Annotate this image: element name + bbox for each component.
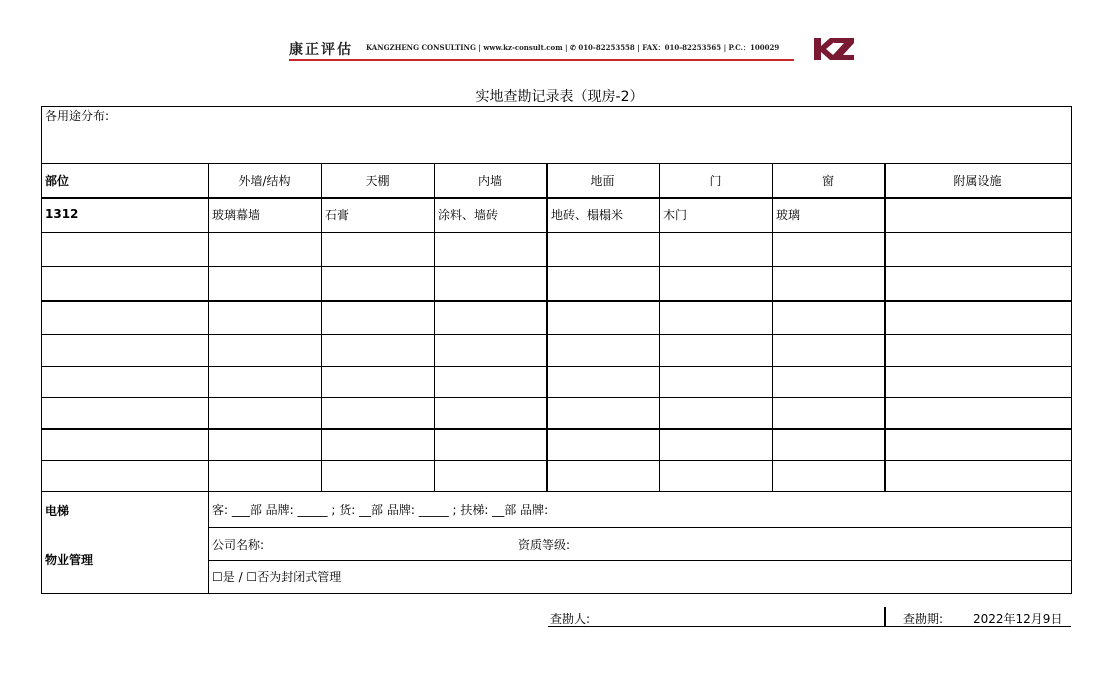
grid-line — [1071, 106, 1072, 594]
table-cell-exterior-wall: 玻璃幕墙 — [212, 208, 261, 222]
col-header-exterior-wall: 外墙/结构 — [238, 174, 291, 188]
grid-line — [41, 397, 1072, 398]
header-banner — [289, 37, 794, 61]
grid-line — [41, 334, 1072, 335]
closed-management-checkbox-text: ☐是 / ☐否为封闭式管理 — [212, 570, 342, 584]
grid-line — [41, 266, 1072, 267]
inspection-date-label: 查勘期: — [903, 612, 944, 626]
inspection-date-value: 2022年12月9日 — [973, 612, 1063, 626]
col-header-location: 部位 — [45, 174, 70, 188]
inspection-table — [41, 106, 1072, 594]
table-cell-ceiling: 石膏 — [325, 208, 350, 222]
grid-line — [41, 232, 1072, 233]
elevator-details: 客: ___部 品牌: _____ ; 货: __部 品牌: _____ ; 扶梯: __部 品牌: — [212, 503, 549, 517]
grid-line — [41, 366, 1072, 367]
col-header-floor: 地面 — [590, 174, 615, 188]
property-management-label: 物业管理 — [45, 553, 94, 567]
qualification-label: 资质等级: — [518, 538, 571, 552]
grid-line — [208, 527, 1072, 528]
table-cell-door: 木门 — [663, 208, 688, 222]
grid-line — [41, 491, 1072, 492]
col-header-window: 窗 — [821, 174, 834, 188]
usage-distribution-label: 各用途分布: — [45, 109, 110, 123]
col-header-interior-wall: 内墙 — [477, 174, 502, 188]
grid-line — [208, 163, 209, 594]
grid-line — [434, 163, 435, 491]
grid-line — [41, 428, 1072, 430]
grid-line — [772, 163, 773, 491]
grid-line — [41, 460, 1072, 461]
document-title: 实地查勘记录表（现房-2） — [475, 89, 644, 105]
grid-line — [321, 163, 322, 491]
grid-line — [41, 163, 1072, 164]
grid-line — [41, 300, 1072, 302]
grid-line — [208, 560, 1072, 561]
grid-line — [41, 106, 1072, 107]
col-header-facilities: 附属设施 — [953, 174, 1002, 188]
company-name-label: 公司名称: — [212, 538, 265, 552]
footer-divider — [884, 607, 886, 627]
inspector-label: 查勘人: — [550, 612, 591, 626]
grid-line — [546, 163, 548, 491]
table-cell-floor: 地砖、榻榻米 — [551, 208, 624, 222]
kz-logo — [812, 36, 856, 62]
table-cell-window: 玻璃 — [776, 208, 801, 222]
elevator-label: 电梯 — [45, 504, 70, 518]
grid-line — [41, 593, 1072, 594]
col-header-door: 门 — [709, 174, 722, 188]
banner-rule — [289, 59, 794, 61]
grid-line — [41, 197, 1072, 199]
brand-contact-info: KANGZHENG CONSULTING | www.kz-consult.com | ✆ 010-82253558 | FAX：010-82253565 | P.C.：100029 — [366, 43, 780, 52]
inspector-underline — [548, 626, 884, 627]
grid-line — [659, 163, 660, 491]
grid-line — [884, 163, 886, 491]
brand-name: 康正评估 — [289, 42, 353, 58]
table-cell-location: 1312 — [45, 207, 79, 221]
col-header-ceiling: 天棚 — [365, 174, 390, 188]
table-cell-interior-wall: 涂料、墙砖 — [438, 208, 499, 222]
date-underline — [886, 626, 1071, 627]
grid-line — [41, 106, 42, 594]
